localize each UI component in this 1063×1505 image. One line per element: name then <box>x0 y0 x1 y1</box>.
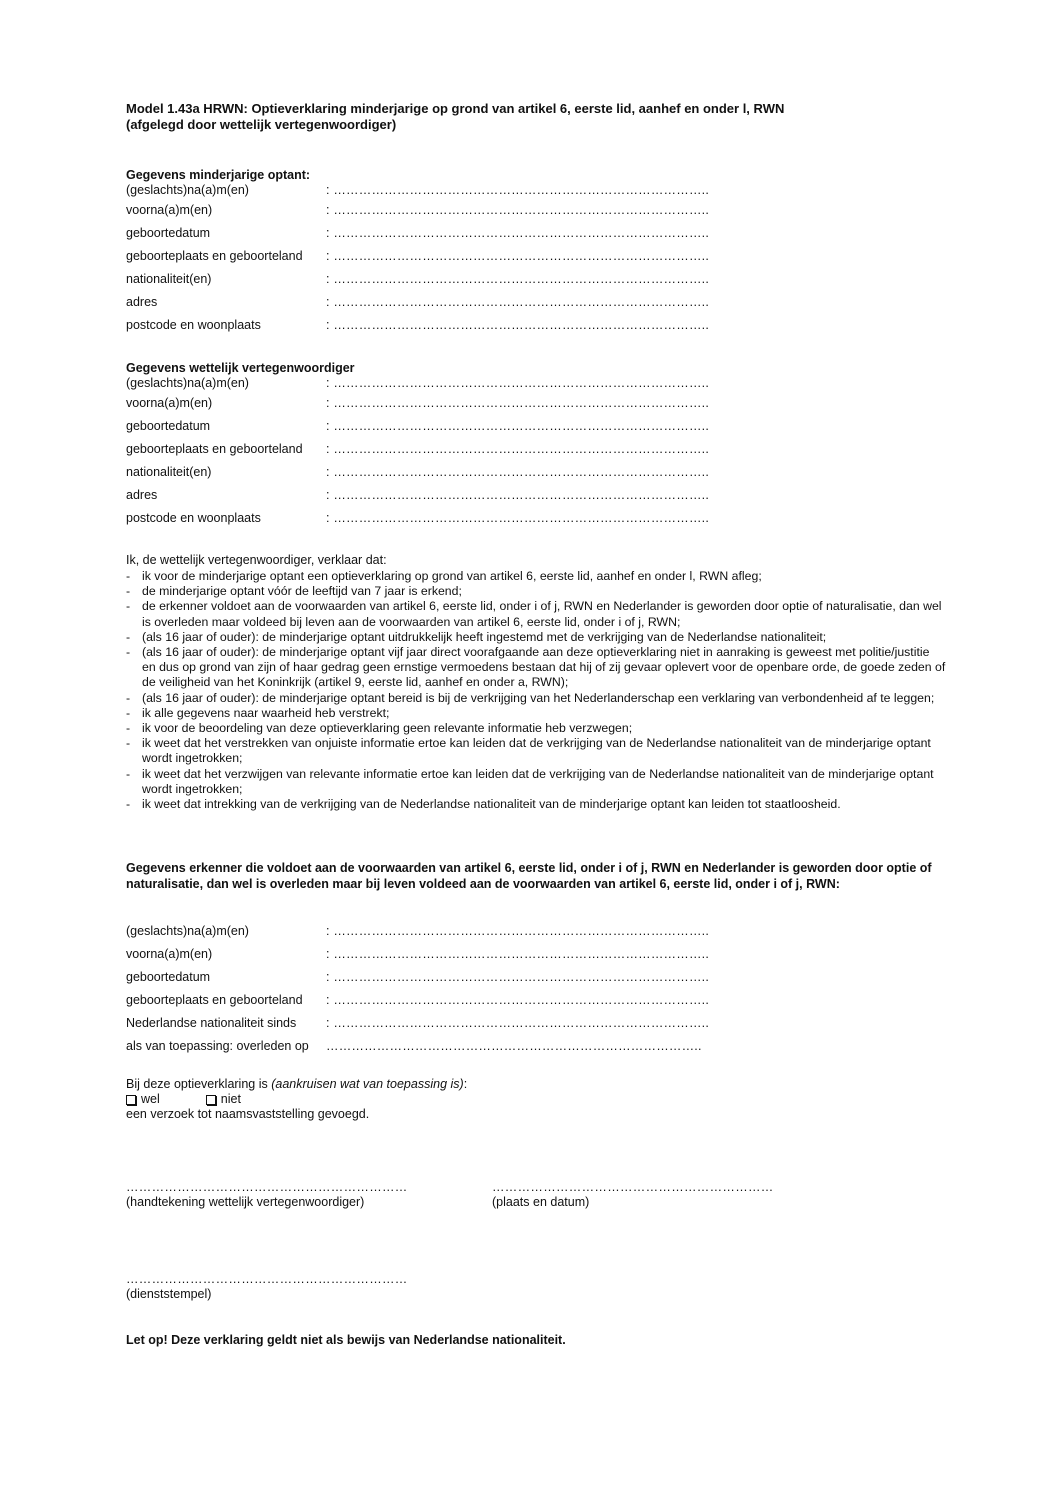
field-fill-line[interactable]: : …………………………………………………………………………….. <box>326 510 709 525</box>
field-fill-line[interactable]: : …………………………………………………………………………….. <box>326 395 709 410</box>
field-label: postcode en woonplaats <box>126 317 261 332</box>
declaration-item: - ik weet dat het verzwijgen van relevante informatie ertoe kan leiden dat de verkrijging van de Nederlandse nationaliteit van de minderjarige optant wordt ingetrokken; <box>126 767 946 797</box>
form-row <box>126 506 731 529</box>
field-label: als van toepassing: overleden op <box>126 1038 309 1053</box>
field-label: geboortedatum <box>126 225 211 240</box>
stamp-block <box>126 1272 408 1302</box>
form-row <box>126 376 731 391</box>
form-row <box>126 221 731 244</box>
name-request-options <box>126 1092 269 1107</box>
field-label: nationaliteit(en) <box>126 464 212 479</box>
field-fill-line[interactable]: : …………………………………………………………………………….. <box>326 376 709 390</box>
field-label: voorna(a)m(en) <box>126 946 213 961</box>
field-label: geboorteplaats en geboorteland <box>126 992 303 1007</box>
checkbox-icon[interactable] <box>206 1095 216 1105</box>
declaration-item: - de minderjarige optant vóór de leeftijd van 7 jaar is erkend; <box>126 584 946 599</box>
warning-note: Let op! Deze verklaring geldt niet als bewijs van Nederlandse nationaliteit. <box>126 1333 566 1347</box>
place-date-line[interactable]: ………………………………………………………… <box>492 1180 774 1194</box>
field-label: Nederlandse nationaliteit sinds <box>126 1015 297 1030</box>
name-request-suffix: : <box>463 1077 468 1091</box>
declaration-item: - ik alle gegevens naar waarheid heb verstrekt; <box>126 706 946 721</box>
field-label: adres <box>126 487 158 502</box>
field-fill-line[interactable]: : …………………………………………………………………………….. <box>326 294 709 309</box>
option-niet[interactable] <box>206 1092 241 1107</box>
field-fill-line[interactable]: : …………………………………………………………………………….. <box>326 923 709 938</box>
field-label: nationaliteit(en) <box>126 271 212 286</box>
declaration-item: - ik weet dat intrekking van de verkrijging van de Nederlandse nationaliteit van de minderjarige optant kan leiden tot staatloosheid. <box>126 797 946 812</box>
declaration-item: - (als 16 jaar of ouder): de minderjarige optant vijf jaar direct voorafgaande aan deze optieverklaring niet in aanraking is geweest met politie/justitie en dus op grond van zijn of haar gedrag geen ernstige vermoedens bestaan dat hij of zij gevaar oplevert voor de openbare orde, de goede zeden of de veiligheid van het Koninkrijk (artikel 9, eerste lid, aanhef en onder a, RWN); <box>126 645 946 691</box>
declaration-item: - (als 16 jaar of ouder): de minderjarige optant bereid is bij de verkrijging van het Nederlanderschap een verklaring van verbondenheid af te leggen; <box>126 691 946 706</box>
form-row <box>126 267 731 290</box>
form-row <box>126 460 731 483</box>
form-row <box>126 391 731 414</box>
form-row <box>126 965 731 988</box>
field-label: voorna(a)m(en) <box>126 395 213 410</box>
form-row <box>126 1034 731 1057</box>
section-minor-heading: Gegevens minderjarige optant: <box>126 168 311 182</box>
form-row <box>126 198 731 221</box>
section-guardian-fields <box>126 376 731 529</box>
declaration-item: - ik weet dat het verstrekken van onjuiste informatie ertoe kan leiden dat de verkrijging van de Nederlandse nationaliteit van de minderjarige optant wordt ingetrokken; <box>126 736 946 766</box>
form-row <box>126 919 731 942</box>
field-fill-line[interactable]: : …………………………………………………………………………….. <box>326 271 709 286</box>
field-label: adres <box>126 294 158 309</box>
declaration-list <box>126 569 946 812</box>
place-date-block <box>492 1180 774 1210</box>
field-fill-line[interactable]: : …………………………………………………………………………….. <box>326 441 709 456</box>
title-line-2: (afgelegd door wettelijk vertegenwoordiger) <box>126 117 397 132</box>
name-request-line: een verzoek tot naamsvaststelling gevoegd. <box>126 1107 370 1121</box>
stamp-label: (dienststempel) <box>126 1287 212 1301</box>
name-request-instruction: (aankruisen wat van toepassing is) <box>271 1077 464 1091</box>
field-label: voorna(a)m(en) <box>126 202 213 217</box>
field-label: (geslachts)na(a)m(en) <box>126 183 249 197</box>
field-label: postcode en woonplaats <box>126 510 261 525</box>
declaration-item: - ik voor de minderjarige optant een optieverklaring op grond van artikel 6, eerste lid, aanhef en onder l, RWN afleg; <box>126 569 946 584</box>
form-row <box>126 183 731 198</box>
form-row <box>126 483 731 506</box>
field-fill-line[interactable]: : …………………………………………………………………………….. <box>326 992 709 1007</box>
field-fill-line[interactable]: : …………………………………………………………………………….. <box>326 183 709 197</box>
field-fill-line[interactable]: : …………………………………………………………………………….. <box>326 969 709 984</box>
signature-block <box>126 1180 408 1210</box>
option-wel-label: wel <box>141 1092 160 1106</box>
field-fill-line[interactable]: : …………………………………………………………………………….. <box>326 487 709 502</box>
option-niet-label: niet <box>220 1092 241 1106</box>
field-fill-line[interactable]: : …………………………………………………………………………….. <box>326 202 709 217</box>
stamp-line[interactable]: ………………………………………………………… <box>126 1272 408 1286</box>
field-label: (geslachts)na(a)m(en) <box>126 376 249 390</box>
form-row <box>126 313 731 336</box>
form-row <box>126 290 731 313</box>
form-row <box>126 414 731 437</box>
field-fill-line[interactable]: : …………………………………………………………………………….. <box>326 225 709 240</box>
document-title <box>126 101 784 133</box>
field-label: geboortedatum <box>126 969 211 984</box>
name-request-prefix: Bij deze optieverklaring is <box>126 1077 272 1091</box>
form-row <box>126 244 731 267</box>
field-fill-line[interactable]: : …………………………………………………………………………….. <box>326 248 709 263</box>
field-label: (geslachts)na(a)m(en) <box>126 923 249 938</box>
field-label: geboorteplaats en geboorteland <box>126 248 303 263</box>
title-line-1: Model 1.43a HRWN: Optieverklaring minderjarige op grond van artikel 6, eerste lid, aanhef en onder l, RWN <box>126 101 785 116</box>
field-label: geboortedatum <box>126 418 211 433</box>
section-minor-fields <box>126 183 731 336</box>
field-fill-line[interactable]: …………………………………………………………………………….. <box>326 1038 702 1053</box>
field-label: geboorteplaats en geboorteland <box>126 441 303 456</box>
name-request-statement <box>126 1077 467 1092</box>
section-guardian-heading: Gegevens wettelijk vertegenwoordiger <box>126 361 355 375</box>
declaration-item: - ik voor de beoordeling van deze optieverklaring geen relevante informatie heb verzwegen; <box>126 721 946 736</box>
checkbox-icon[interactable] <box>126 1095 136 1105</box>
field-fill-line[interactable]: : …………………………………………………………………………….. <box>326 464 709 479</box>
form-row <box>126 988 731 1011</box>
field-fill-line[interactable]: : …………………………………………………………………………….. <box>326 418 709 433</box>
declaration-item: - (als 16 jaar of ouder): de minderjarige optant uitdrukkelijk heeft ingestemd met de verkrijging van de Nederlandse nationaliteit; <box>126 630 946 645</box>
section-acknowledger-heading: Gegevens erkenner die voldoet aan de voorwaarden van artikel 6, eerste lid, onder i of j, RWN en Nederlander is geworden door optie of naturalisatie, dan wel is overleden maar bij leven voldeed aan de voorwaarden van artikel 6, eerste lid, onder i of j, RWN: <box>126 861 932 891</box>
section-acknowledger-fields <box>126 919 731 1057</box>
form-row <box>126 942 731 965</box>
field-fill-line[interactable]: : …………………………………………………………………………….. <box>326 317 709 332</box>
signature-line[interactable]: ………………………………………………………… <box>126 1180 408 1194</box>
field-fill-line[interactable]: : …………………………………………………………………………….. <box>326 946 709 961</box>
declaration-item: - de erkenner voldoet aan de voorwaarden van artikel 6, eerste lid, onder i of j, RWN en Nederlander is geworden door optie of naturalisatie, dan wel is overleden maar voldeed bij leven aan de voorwaarden van artikel 6, eerste lid, onder i of j, RWN; <box>126 599 946 629</box>
signature-label: (handtekening wettelijk vertegenwoordiger) <box>126 1195 365 1209</box>
form-row <box>126 437 731 460</box>
field-fill-line[interactable]: : …………………………………………………………………………….. <box>326 1015 709 1030</box>
place-date-label: (plaats en datum) <box>492 1195 590 1209</box>
declaration-intro: Ik, de wettelijk vertegenwoordiger, verklaar dat: <box>126 553 387 567</box>
form-row <box>126 1011 731 1034</box>
option-wel[interactable] <box>126 1092 160 1107</box>
